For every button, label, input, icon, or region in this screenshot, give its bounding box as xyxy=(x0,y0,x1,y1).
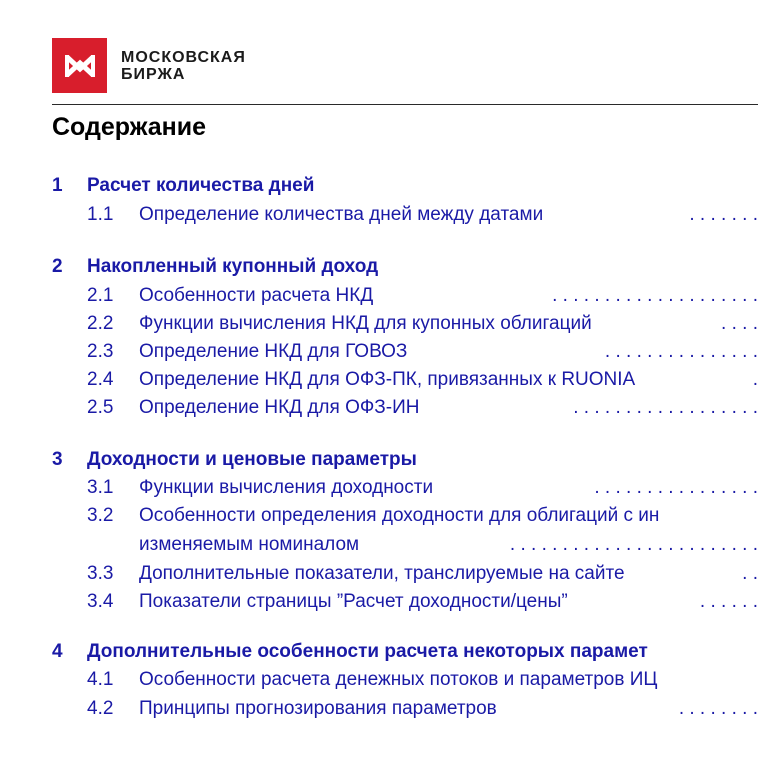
toc-section-link[interactable] xyxy=(52,254,758,280)
toc-entry-label: Дополнительные показатели, транслируемые на сайте xyxy=(139,563,625,584)
toc-dot-leader: . . . . . . . . xyxy=(678,698,758,719)
toc-dot-leader: . . . . . . . . . . . . . . . . . . . . . . . . xyxy=(509,534,758,555)
toc-entry-label: Определение НКД для ГОВОЗ xyxy=(139,341,408,362)
toc-entry-link[interactable] xyxy=(52,202,758,228)
toc-entry-label: Особенности расчета денежных потоков и параметров ИЦ xyxy=(139,669,658,690)
toc-entry-number: 3.2 xyxy=(87,505,114,526)
toc-entry-label: Доходности и ценовые параметры xyxy=(87,449,417,470)
toc-entry-link[interactable] xyxy=(52,367,758,393)
page-title: Содержание xyxy=(52,113,207,141)
toc-dot-leader: . . . . . . xyxy=(699,591,758,612)
toc-section-link[interactable] xyxy=(52,639,758,665)
toc-entry-number: 2.2 xyxy=(87,313,114,334)
m-monogram-icon xyxy=(63,52,97,80)
toc-entry-label: Расчет количества дней xyxy=(87,175,315,196)
toc-entry-link[interactable] xyxy=(52,311,758,337)
toc-entry-link[interactable] xyxy=(52,475,758,501)
toc-dot-leader: . xyxy=(752,369,758,390)
logo-line-1: МОСКОВСКАЯ xyxy=(121,48,246,66)
toc-entry-number: 4.2 xyxy=(87,698,114,719)
toc-entry-number: 1.1 xyxy=(87,204,114,225)
toc-entry-number: 1 xyxy=(52,175,63,196)
toc-entry-label: Особенности определения доходности для облигаций с ин xyxy=(139,505,660,526)
toc-entry-label: Определение НКД для ОФЗ-ИН xyxy=(139,397,420,418)
toc-entry-number: 2.4 xyxy=(87,369,114,390)
toc-entry-label: Особенности расчета НКД xyxy=(139,285,374,306)
toc-entry-link[interactable] xyxy=(52,532,758,558)
toc-entry-link[interactable] xyxy=(52,503,758,529)
toc-entry-number: 2 xyxy=(52,256,63,277)
toc-entry-label: Накопленный купонный доход xyxy=(87,256,379,277)
toc-entry-label: изменяемым номиналом xyxy=(139,534,360,555)
toc-entry-link[interactable] xyxy=(52,283,758,309)
toc-section-link[interactable] xyxy=(52,447,758,473)
toc-entry-link[interactable] xyxy=(52,696,758,722)
toc-entry-number: 2.5 xyxy=(87,397,114,418)
toc-entry-number: 3.4 xyxy=(87,591,114,612)
toc-dot-leader: . . . . . . . xyxy=(689,204,758,225)
toc-dot-leader: . . . . xyxy=(721,313,758,334)
toc-entry-label: Принципы прогнозирования параметров xyxy=(139,698,497,719)
toc-entry-link[interactable] xyxy=(52,561,758,587)
toc-entry-number: 2.1 xyxy=(87,285,114,306)
toc-entry-number: 3.3 xyxy=(87,563,114,584)
toc-entry-link[interactable] xyxy=(52,395,758,421)
logo-mark-icon xyxy=(52,38,107,93)
toc-entry-label: Функции вычисления НКД для купонных облигаций xyxy=(139,313,592,334)
toc-entry-link[interactable] xyxy=(52,667,758,693)
toc-entry-label: Дополнительные особенности расчета некоторых парамет xyxy=(87,641,648,662)
exchange-logo xyxy=(52,38,246,93)
header-divider xyxy=(52,104,758,105)
logo-line-2: БИРЖА xyxy=(121,65,186,83)
toc-entry-number: 3 xyxy=(52,449,63,470)
toc-section-link[interactable] xyxy=(52,173,758,199)
toc-dot-leader: . . . . . . . . . . . . . . . . xyxy=(594,477,758,498)
toc-entry-link[interactable] xyxy=(52,339,758,365)
toc-dot-leader: . . . . . . . . . . . . . . . . . . xyxy=(573,397,758,418)
toc-entry-label: Определение НКД для ОФЗ-ПК, привязанных к RUONIA xyxy=(139,369,636,390)
toc-entry-link[interactable] xyxy=(52,589,758,615)
toc-entry-number: 4.1 xyxy=(87,669,114,690)
toc-entry-number: 2.3 xyxy=(87,341,114,362)
toc-dot-leader: . . . . . . . . . . . . . . . . . . . . xyxy=(552,285,758,306)
toc-dot-leader: . . xyxy=(742,563,758,584)
logo-wordmark xyxy=(121,49,246,83)
toc-entry-label: Функции вычисления доходности xyxy=(139,477,434,498)
toc-entry-number: 4 xyxy=(52,641,63,662)
toc-entry-number: 3.1 xyxy=(87,477,114,498)
toc-entry-label: Определение количества дней между датами xyxy=(139,204,544,225)
toc-entry-label: Показатели страницы ”Расчет доходности/цены” xyxy=(139,591,568,612)
toc-dot-leader: . . . . . . . . . . . . . . . xyxy=(604,341,758,362)
